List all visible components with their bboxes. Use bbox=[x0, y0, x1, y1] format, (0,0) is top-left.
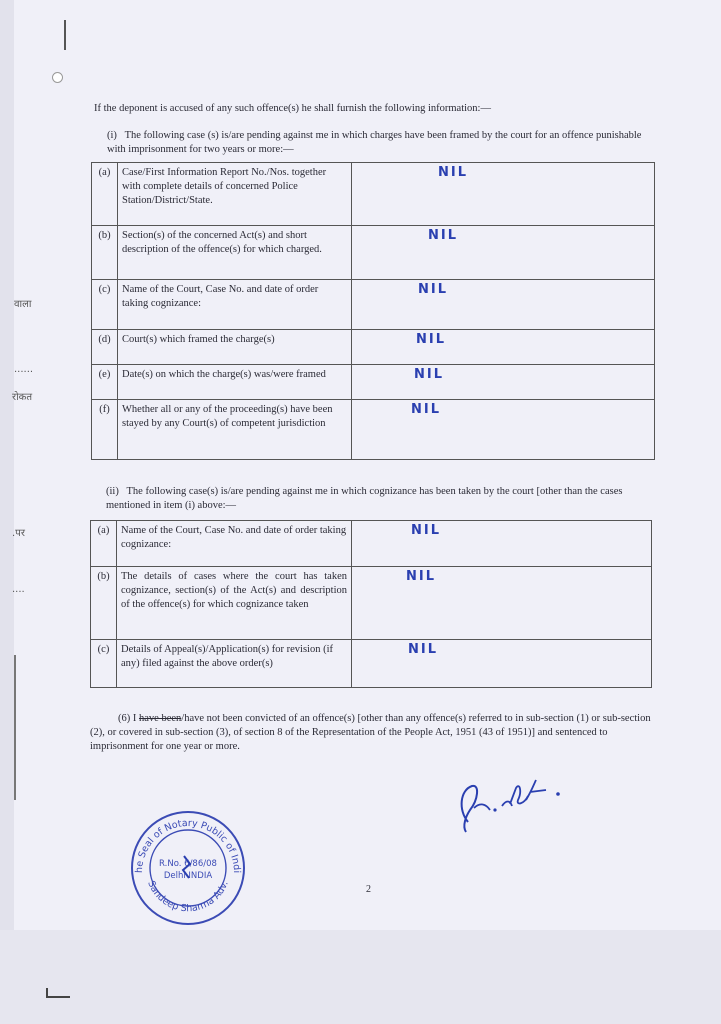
struck-text: have been bbox=[139, 713, 182, 724]
fold-mark bbox=[14, 655, 16, 800]
punch-hole bbox=[52, 72, 63, 83]
page-number: 2 bbox=[366, 884, 371, 895]
signature-icon bbox=[450, 770, 580, 840]
row-description: Details of Appeal(s)/Application(s) for revision (if any) filed against the above order(s) bbox=[117, 640, 352, 688]
row-label: (f) bbox=[92, 400, 118, 460]
margin-note: .... bbox=[12, 584, 25, 595]
para-text: /have not been convicted of an offence(s) [other than any offence(s) referred to in sub-section (1) or sub-section (2), or covered in sub-section (3), of section 8 of the Representation of the People Act, 1951 (43 of 1951)] and sentenced to imprisonment for one year or more. bbox=[90, 713, 651, 752]
row-value bbox=[352, 521, 652, 567]
row-value bbox=[352, 330, 655, 365]
seal-reg-no: R.No. 6/86/08 bbox=[159, 859, 217, 869]
section-i-heading bbox=[107, 129, 657, 157]
table-row bbox=[91, 567, 652, 640]
table-row bbox=[92, 280, 655, 330]
row-value bbox=[352, 640, 652, 688]
row-description: The details of cases where the court has taken cognizance, section(s) of the Act(s) and description of the offence(s) for which cognizance taken bbox=[117, 567, 352, 640]
scan-mark bbox=[64, 20, 66, 50]
row-label: (b) bbox=[92, 226, 118, 280]
table-row bbox=[91, 640, 652, 688]
row-label: (a) bbox=[91, 521, 117, 567]
section-i-text: The following case (s) is/are pending against me in which charges have been framed by the court for an offence punishable with imprisonment for two years or more:— bbox=[107, 130, 642, 155]
row-description: Section(s) of the concerned Act(s) and short description of the offence(s) for which charged. bbox=[118, 226, 352, 280]
row-label: (e) bbox=[92, 365, 118, 400]
section-i-label: (i) bbox=[107, 130, 117, 141]
pending-charges-table bbox=[91, 162, 655, 460]
handwritten-value: NIL bbox=[411, 523, 442, 538]
margin-note: रोकत bbox=[12, 392, 33, 403]
para-number: (6) I bbox=[118, 713, 137, 724]
row-label: (b) bbox=[91, 567, 117, 640]
row-label: (a) bbox=[92, 163, 118, 226]
table-row bbox=[92, 365, 655, 400]
seal-bottom-text: Sandeep Sharma Adv. bbox=[145, 879, 231, 915]
row-value bbox=[352, 400, 655, 460]
table-row bbox=[92, 226, 655, 280]
corner-mark bbox=[46, 988, 70, 998]
margin-note: वाला bbox=[14, 299, 32, 310]
table-row bbox=[92, 163, 655, 226]
handwritten-value: NIL bbox=[414, 367, 445, 382]
table-row bbox=[92, 400, 655, 460]
conviction-paragraph bbox=[90, 712, 652, 754]
row-description: Name of the Court, Case No. and date of order taking cognizance: bbox=[117, 521, 352, 567]
seal-city: Delhi INDIA bbox=[163, 871, 213, 881]
handwritten-value: NIL bbox=[428, 228, 459, 243]
row-value bbox=[352, 280, 655, 330]
row-description: Name of the Court, Case No. and date of order taking cognizance: bbox=[118, 280, 352, 330]
section-ii-text: The following case(s) is/are pending against me in which cognizance has been taken by the court [other than the cases mentioned in item (i) above:— bbox=[106, 486, 623, 511]
row-value bbox=[352, 226, 655, 280]
handwritten-value: NIL bbox=[408, 642, 439, 657]
row-description: Date(s) on which the charge(s) was/were framed bbox=[118, 365, 352, 400]
row-description: Whether all or any of the proceeding(s) have been stayed by any Court(s) of competent jurisdiction bbox=[118, 400, 352, 460]
table-row bbox=[91, 521, 652, 567]
table-row bbox=[92, 330, 655, 365]
row-value bbox=[352, 365, 655, 400]
handwritten-value: NIL bbox=[416, 332, 447, 347]
margin-note: ...... bbox=[14, 364, 34, 375]
cognizance-cases-table bbox=[90, 520, 652, 688]
scan-edge bbox=[0, 0, 14, 1024]
handwritten-value: NIL bbox=[411, 402, 442, 417]
row-label: (c) bbox=[91, 640, 117, 688]
section-ii-label: (ii) bbox=[106, 486, 119, 497]
row-value bbox=[352, 567, 652, 640]
handwritten-value: NIL bbox=[418, 282, 449, 297]
scan-bottom-band bbox=[0, 930, 721, 1024]
row-value bbox=[352, 163, 655, 226]
row-label: (d) bbox=[92, 330, 118, 365]
section-ii-heading bbox=[106, 485, 656, 513]
seal-outer-text: he Seal of Notary Public of Indi bbox=[133, 817, 243, 874]
notary-seal bbox=[128, 808, 248, 928]
svg-text:Sandeep Sharma Adv. bbox=[145, 879, 230, 914]
row-description: Court(s) which framed the charge(s) bbox=[118, 330, 352, 365]
notary-seal-icon bbox=[128, 808, 248, 928]
margin-note: .पर bbox=[12, 528, 25, 539]
row-label: (c) bbox=[92, 280, 118, 330]
row-description: Case/First Information Report No./Nos. together with complete details of concerned Police Station/District/State. bbox=[118, 163, 352, 226]
intro-text: If the deponent is accused of any such offence(s) he shall furnish the following information:— bbox=[94, 103, 491, 114]
handwritten-value: NIL bbox=[406, 569, 437, 584]
handwritten-value: NIL bbox=[438, 165, 469, 180]
